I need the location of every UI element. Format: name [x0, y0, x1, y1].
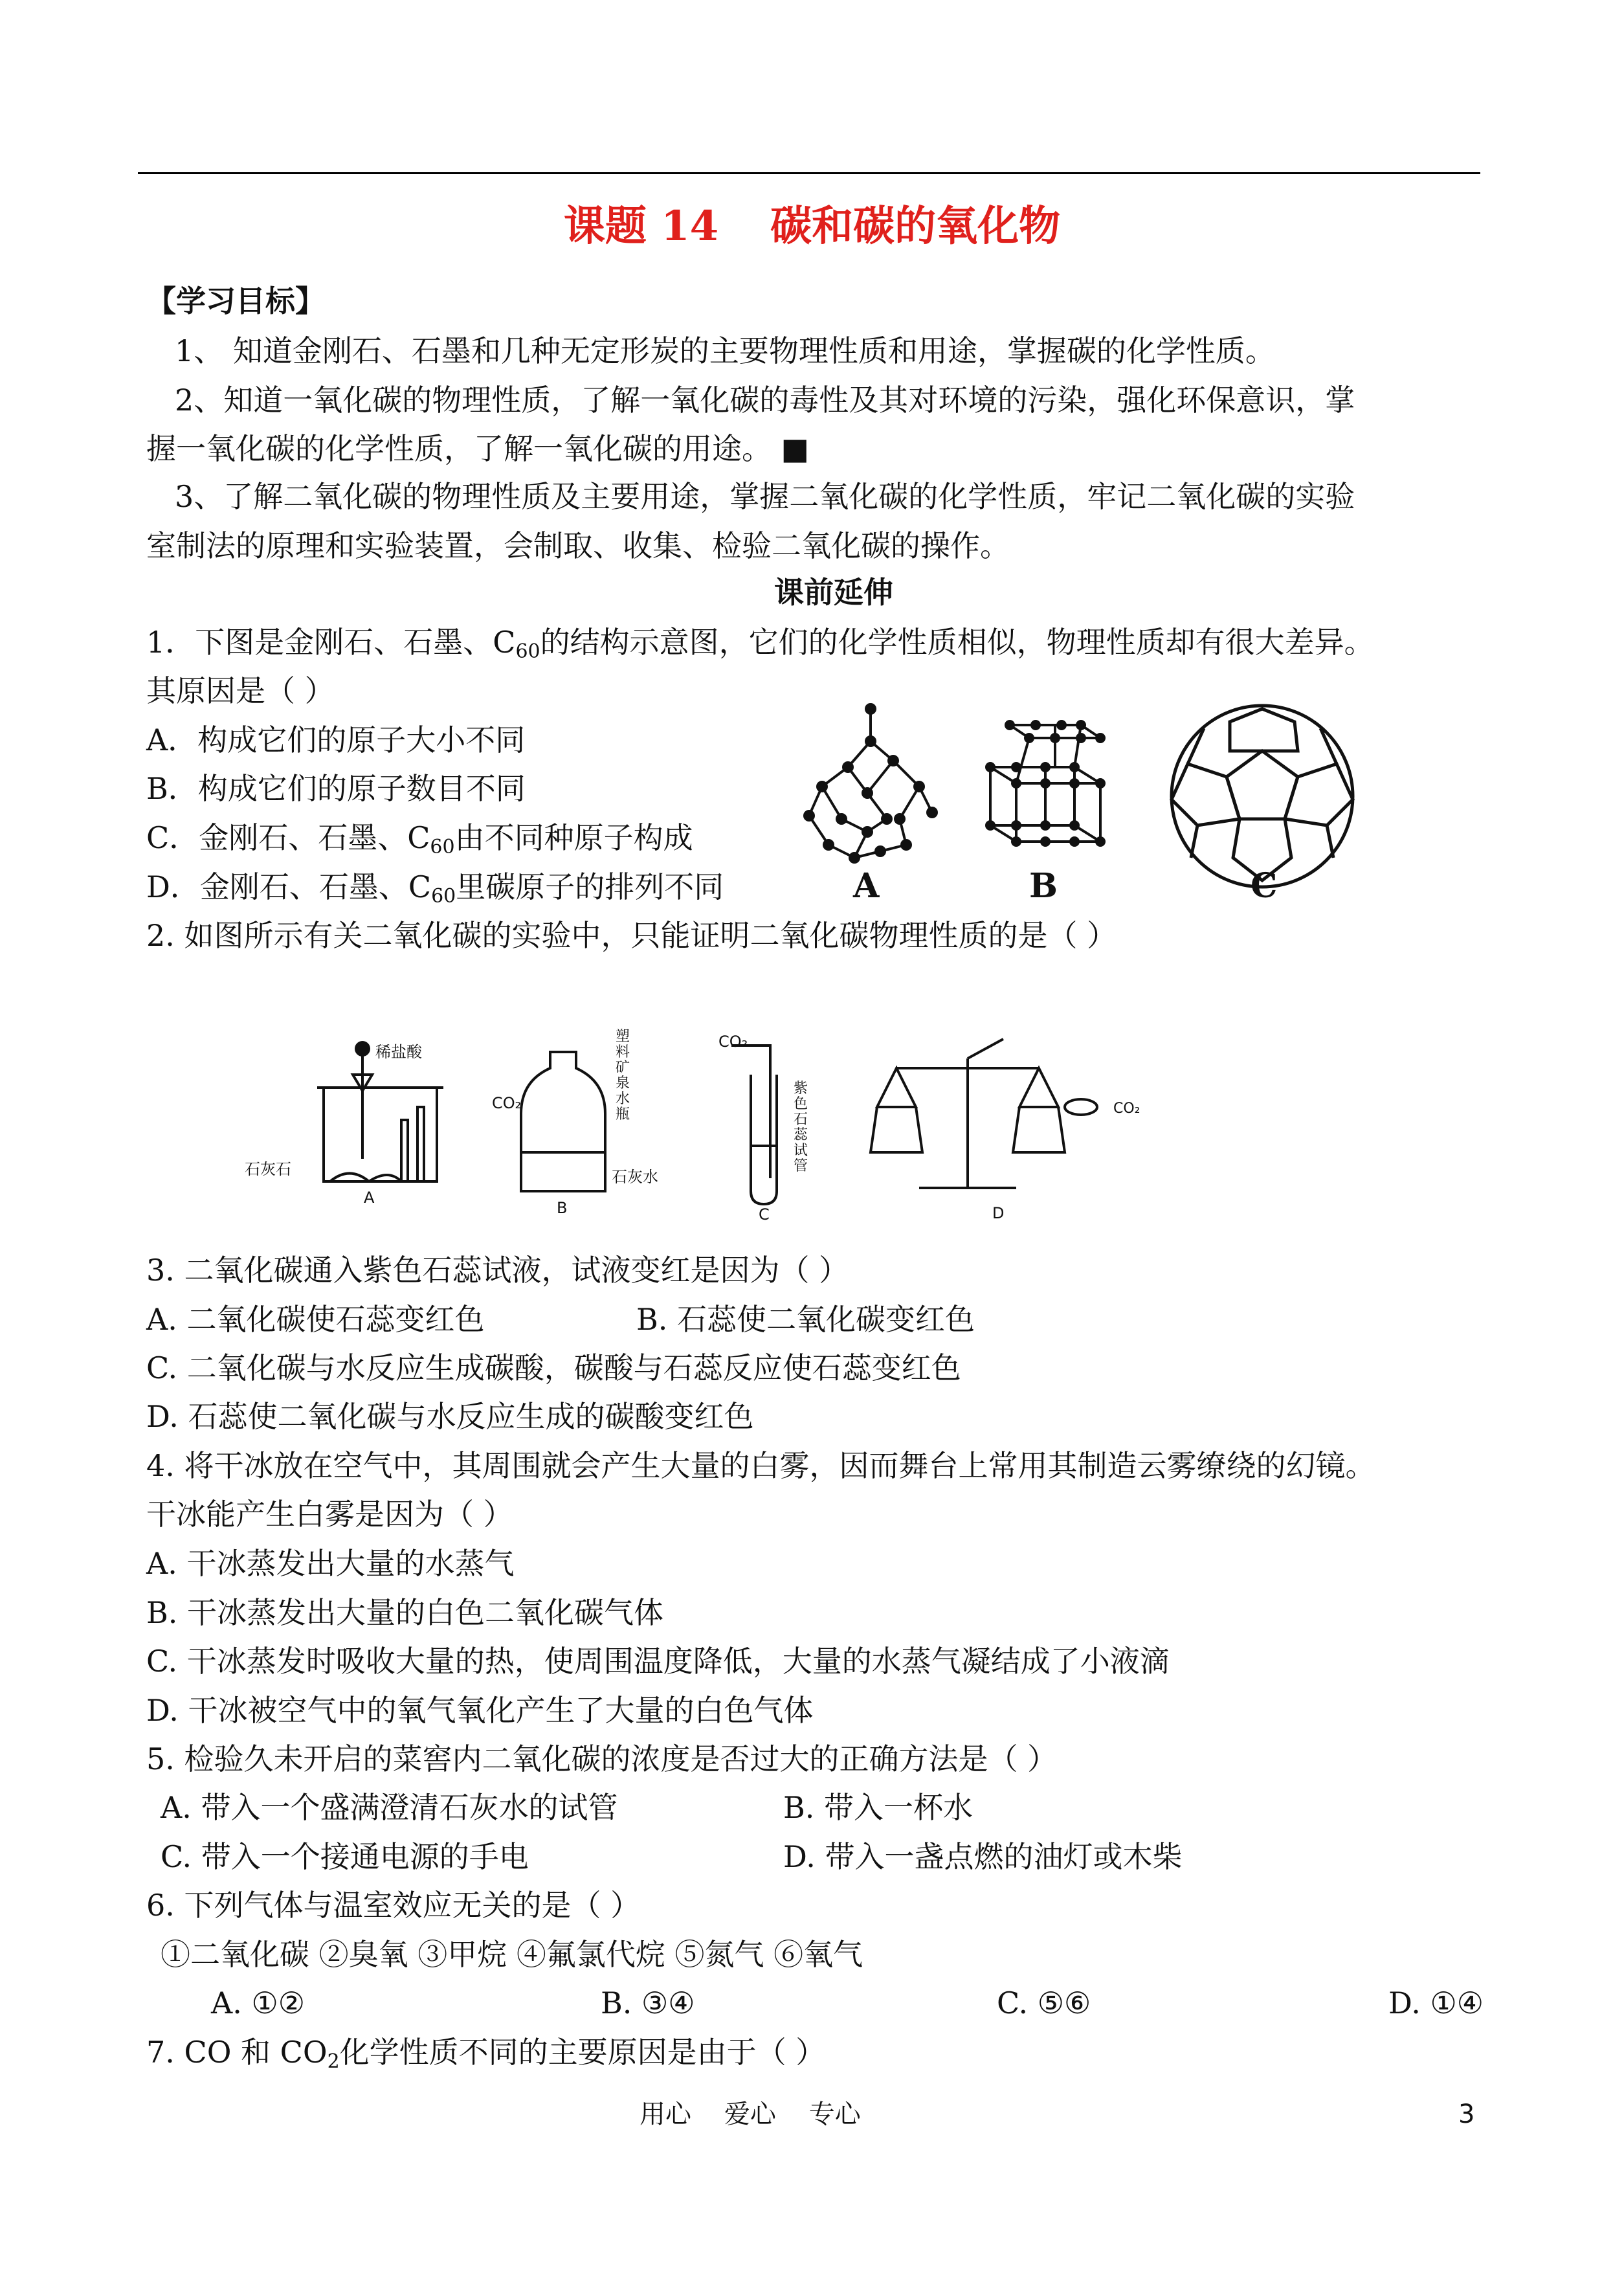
label-tube — [793, 1081, 808, 1174]
q3-option-a: A. 二氧化碳使石蕊变红色 — [146, 1302, 485, 1337]
q5-stem: 5. 检验久未开启的菜窖内二氧化碳的浓度是否过大的正确方法是（ ） — [146, 1741, 1058, 1776]
q1-stem-part: 的结构示意图，它们的化学性质相似，物理性质却有很大差异。 — [540, 625, 1374, 660]
objective-line: 1、 知道金刚石、石墨和几种无定形炭的主要物理性质和用途，掌握碳的化学性质。 — [175, 333, 1275, 368]
c60-structure — [1172, 706, 1353, 887]
q1-option-d-part: D．金刚石、石墨、C — [146, 869, 432, 904]
page-number: 3 — [1458, 2099, 1475, 2129]
q7-stem-part: 化学性质不同的主要原因是由于（ ） — [339, 2035, 826, 2070]
label-co2-d: CO₂ — [1113, 1101, 1140, 1117]
label-d: D — [992, 1204, 1005, 1222]
label-bottle-char: 泉 — [615, 1075, 630, 1091]
q6-option-b: B. ③④ — [601, 1985, 695, 2020]
q1-subscript: 60 — [515, 640, 540, 663]
footer-motto: 用心 爱心 专心 — [640, 2099, 861, 2129]
q1-option-a: A．构成它们的原子大小不同 — [146, 722, 526, 757]
label-limestone: 石灰石 — [245, 1160, 291, 1178]
carbon-structures-figure — [796, 696, 1379, 910]
label-bottle — [615, 1029, 630, 1123]
label-bottle-char: 矿 — [615, 1060, 630, 1076]
fig-label-c: C — [1251, 866, 1278, 906]
q7-stem — [146, 2033, 825, 2072]
header-rule — [138, 172, 1480, 174]
label-b: B — [557, 1199, 568, 1217]
objective-line: 2、知道一氧化碳的物理性质，了解一氧化碳的毒性及其对环境的污染，强化环保意识，掌 — [175, 383, 1355, 418]
q4-stem-2: 干冰能产生白雾是因为（ ） — [146, 1497, 513, 1532]
q3-option-d: D. 石蕊使二氧化碳与水反应生成的碳酸变红色 — [146, 1399, 754, 1434]
q1-subscript: 60 — [431, 885, 456, 908]
apparatus-d — [871, 1039, 1097, 1188]
q1-stem — [146, 623, 1374, 662]
title-text: 碳和碳的氧化物 — [770, 202, 1061, 251]
q1-stem-part: 1．下图是金刚石、石墨、C — [146, 625, 516, 660]
label-dilute-hcl: 稀盐酸 — [375, 1043, 422, 1061]
q4-option-a: A. 干冰蒸发出大量的水蒸气 — [146, 1546, 515, 1581]
title-prefix: 课题 14 — [563, 202, 719, 251]
label-bottle-char: 塑 — [615, 1029, 630, 1045]
label-co2-b: CO₂ — [492, 1094, 522, 1112]
q4-option-c: C. 干冰蒸发时吸收大量的热，使周围温度降低，大量的水蒸气凝结成了小液滴 — [146, 1644, 1170, 1679]
label-tube-char: 色 — [793, 1096, 808, 1112]
q2-stem: 2. 如图所示有关二氧化碳的实验中，只能证明二氧化碳物理性质的是（ ） — [146, 918, 1117, 953]
label-tube-char: 紫 — [793, 1080, 808, 1097]
q7-stem-part: 7. CO 和 CO — [146, 2035, 328, 2070]
q3-option-c: C. 二氧化碳与水反应生成碳酸，碳酸与石蕊反应使石蕊变红色 — [146, 1350, 961, 1385]
objectives-heading: 【学习目标】 — [146, 284, 325, 319]
label-bottle-char: 料 — [615, 1044, 630, 1060]
label-bottle-char: 水 — [615, 1091, 630, 1107]
objective-line: 握一氧化碳的化学性质，了解一氧化碳的用途。 ■ — [146, 431, 810, 466]
label-a: A — [364, 1189, 375, 1207]
q1-stem-2: 其原因是（ ） — [146, 673, 335, 708]
q5-option-a: A. 带入一个盛满澄清石灰水的试管 — [161, 1790, 618, 1825]
page-title — [0, 201, 1624, 252]
q5-option-d: D. 带入一盏点燃的油灯或木柴 — [783, 1839, 1183, 1874]
q1-subscript: 60 — [430, 836, 455, 858]
apparatus-a — [317, 1042, 443, 1181]
objective-line: 3、了解二氧化碳的物理性质及主要用途，掌握二氧化碳的化学性质，牢记二氧化碳的实验 — [175, 479, 1355, 514]
fig-label-a: A — [853, 866, 880, 906]
q1-option-d-part: 里碳原子的排列不同 — [456, 869, 724, 904]
label-tube-char: 试 — [793, 1143, 808, 1159]
diamond-structure — [805, 704, 937, 862]
q4-option-d: D. 干冰被空气中的氧气氧化产生了大量的白色气体 — [146, 1693, 814, 1728]
label-tube-char: 管 — [793, 1158, 808, 1174]
apparatus-b — [521, 1052, 605, 1191]
q1-option-c-part: 由不同种原子构成 — [454, 820, 693, 855]
q1-option-d — [146, 867, 724, 906]
label-tube-char: 石 — [793, 1112, 808, 1128]
q5-option-b: B. 带入一杯水 — [783, 1790, 973, 1825]
q3-option-b: B. 石蕊使二氧化碳变红色 — [636, 1302, 975, 1337]
q6-choices: ①二氧化碳 ②臭氧 ③甲烷 ④氟氯代烷 ⑤氮气 ⑥氧气 — [161, 1937, 863, 1972]
apparatus-c — [731, 1046, 777, 1204]
q1-option-b: B．构成它们的原子数目不同 — [146, 771, 526, 806]
label-c: C — [759, 1205, 770, 1224]
q6-option-a: A. ①② — [211, 1985, 305, 2020]
objective-line: 室制法的原理和实验装置，会制取、收集、检验二氧化碳的操作。 — [146, 528, 1010, 563]
section-heading: 课前延伸 — [774, 575, 893, 610]
q3-stem: 3. 二氧化碳通入紫色石蕊试液，试液变红是因为（ ） — [146, 1253, 849, 1288]
fig-label-b: B — [1029, 866, 1058, 906]
q6-option-c: C. ⑤⑥ — [997, 1985, 1091, 2020]
label-bottle-char: 瓶 — [615, 1106, 630, 1123]
q4-stem-1: 4. 将干冰放在空气中，其周围就会产生大量的白雾，因而舞台上常用其制造云雾缭绕的幻镜。 — [146, 1448, 1375, 1483]
q1-option-c — [146, 818, 693, 857]
q1-option-c-part: C．金刚石、石墨、C — [146, 820, 430, 855]
label-limewater: 石灰水 — [612, 1168, 658, 1186]
q4-option-b: B. 干冰蒸发出大量的白色二氧化碳气体 — [146, 1595, 664, 1630]
label-co2-c: CO₂ — [718, 1033, 748, 1051]
q6-option-d: D. ①④ — [1388, 1985, 1484, 2020]
label-tube-char: 蕊 — [793, 1127, 808, 1143]
q5-option-c: C. 带入一个接通电源的手电 — [161, 1839, 529, 1874]
q7-subscript: 2 — [327, 2050, 340, 2073]
q6-stem: 6. 下列气体与温室效应无关的是（ ） — [146, 1888, 641, 1923]
